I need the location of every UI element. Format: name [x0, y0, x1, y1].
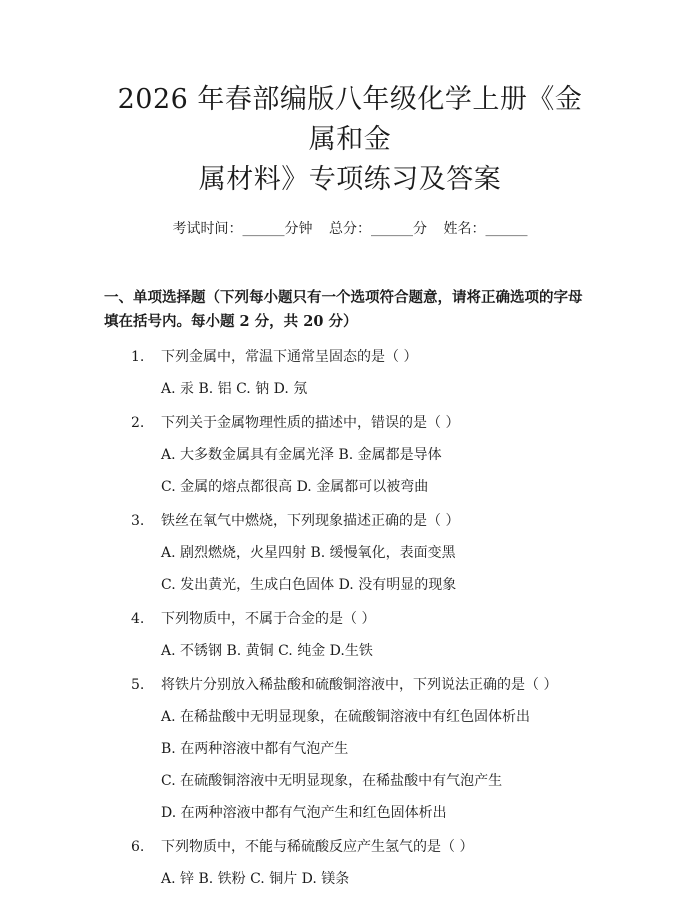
- section-heading: 一、单项选择题（下列每小题只有一个选项符合题意，请将正确选项的字母填在括号内。每小题 2 分，共 20 分）: [104, 289, 583, 330]
- question-list: [104, 346, 596, 890]
- option-line: A. 剧烈燃烧，火星四射 B. 缓慢氧化，表面变黑: [161, 545, 456, 561]
- question-stem: [104, 836, 596, 858]
- option-line: A. 汞 B. 铝 C. 钠 D. 氖: [161, 381, 308, 397]
- question-number: 2.: [131, 415, 145, 431]
- question-3: [104, 510, 596, 596]
- title-line-2: 属材料》专项练习及答案: [198, 164, 502, 195]
- option-list: [104, 868, 596, 890]
- option-line: B. 在两种溶液中都有气泡产生: [161, 741, 349, 757]
- question-stem: [104, 674, 596, 696]
- question-text: 下列物质中，不能与稀硫酸反应产生氢气的是（ ）: [161, 839, 474, 855]
- question-number: 4.: [131, 611, 145, 627]
- question-6: [104, 836, 596, 890]
- document-title: [104, 0, 596, 200]
- student-name: 姓名：______: [443, 221, 528, 237]
- option-list: [104, 378, 596, 400]
- option-line: C. 发出黄光，生成白色固体 D. 没有明显的现象: [161, 577, 457, 593]
- question-text: 下列金属中，常温下通常呈固态的是（ ）: [161, 349, 418, 365]
- option-line: C. 在硫酸铜溶液中无明显现象，在稀盐酸中有气泡产生: [161, 773, 503, 789]
- question-stem: [104, 510, 596, 532]
- question-stem: [104, 412, 596, 434]
- question-number: 3.: [131, 513, 145, 529]
- option-list: [104, 444, 596, 498]
- question-text: 下列物质中，不属于合金的是（ ）: [161, 611, 376, 627]
- question-number: 6.: [131, 839, 145, 855]
- question-text: 下列关于金属物理性质的描述中，错误的是（ ）: [161, 415, 460, 431]
- question-number: 1.: [131, 349, 145, 365]
- question-text: 将铁片分别放入稀盐酸和硫酸铜溶液中，下列说法正确的是（ ）: [161, 677, 558, 693]
- option-list: [104, 706, 596, 824]
- option-list: [104, 640, 596, 662]
- option-line: C. 金属的熔点都很高 D. 金属都可以被弯曲: [161, 479, 429, 495]
- total-score: 总分：______分: [329, 221, 427, 237]
- option-line: A. 大多数金属具有金属光泽 B. 金属都是导体: [161, 447, 442, 463]
- option-list: [104, 542, 596, 596]
- question-5: [104, 674, 596, 824]
- exam-time: 考试时间：______分钟: [172, 221, 313, 237]
- question-stem: [104, 346, 596, 368]
- question-number: 5.: [131, 677, 145, 693]
- exam-info: [104, 218, 596, 240]
- title-line-1: 2026 年春部编版八年级化学上册《金属和金: [117, 84, 583, 155]
- option-line: A. 不锈钢 B. 黄铜 C. 纯金 D.生铁: [161, 643, 373, 659]
- question-2: [104, 412, 596, 498]
- question-stem: [104, 608, 596, 630]
- option-line: A. 锌 B. 铁粉 C. 铜片 D. 镁条: [161, 871, 350, 887]
- option-line: D. 在两种溶液中都有气泡产生和红色固体析出: [161, 805, 447, 821]
- question-text: 铁丝在氧气中燃烧，下列现象描述正确的是（ ）: [161, 513, 460, 529]
- question-1: [104, 346, 596, 400]
- question-4: [104, 608, 596, 662]
- option-line: A. 在稀盐酸中无明显现象，在硫酸铜溶液中有红色固体析出: [161, 709, 531, 725]
